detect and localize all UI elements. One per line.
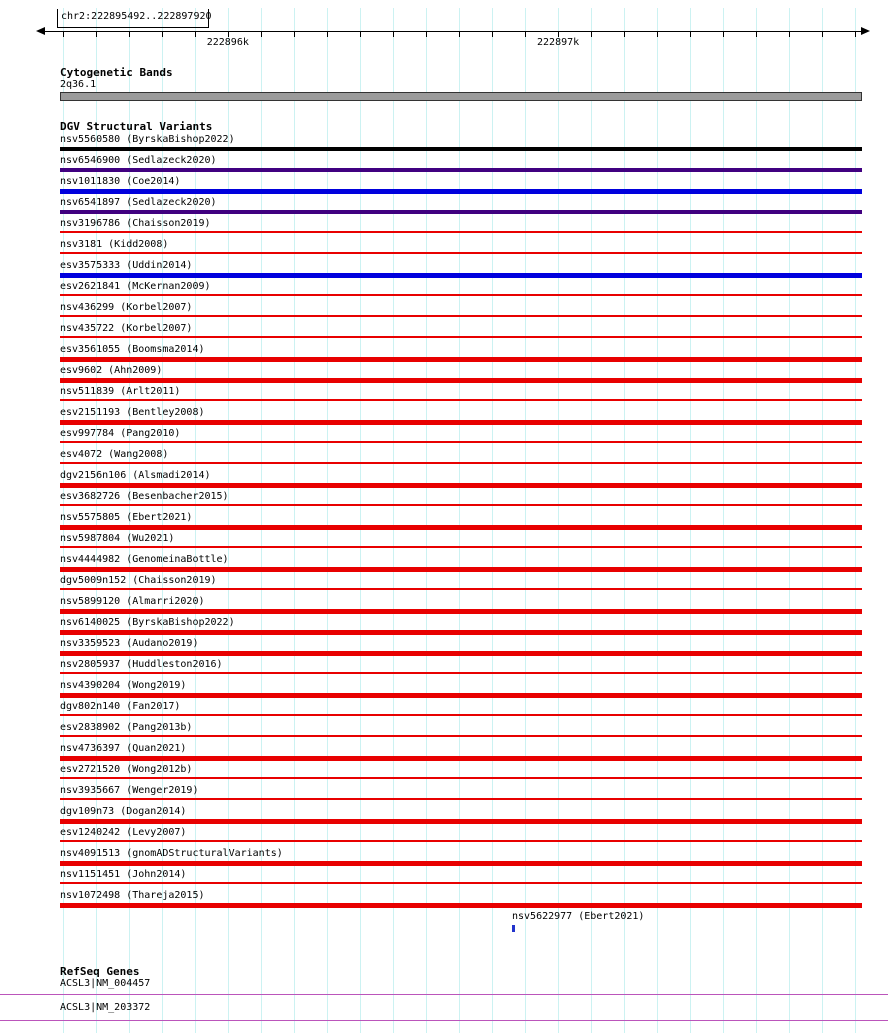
variant-track: [60, 742, 862, 763]
variant-label[interactable]: dgv2156n106 (Alsmadi2014): [60, 470, 211, 481]
variant-bar[interactable]: [60, 882, 862, 884]
variant-label[interactable]: esv2721520 (Wong2012b): [60, 764, 193, 775]
cytoband-label: 2q36.1: [60, 79, 97, 90]
variant-track: [60, 763, 862, 784]
variant-bar[interactable]: [60, 672, 862, 674]
variant-track: [60, 448, 862, 469]
variant-label[interactable]: esv997784 (Pang2010): [60, 428, 181, 439]
variant-label[interactable]: nsv1011830 (Coe2014): [60, 176, 181, 187]
variant-bar[interactable]: [60, 462, 862, 464]
variant-bar[interactable]: [60, 399, 862, 401]
variant-label[interactable]: nsv435722 (Korbel2007): [60, 323, 193, 334]
ruler-tick: [624, 31, 625, 37]
variant-label[interactable]: nsv6546900 (Sedlazeck2020): [60, 155, 217, 166]
variant-bar[interactable]: [60, 315, 862, 317]
variant-label[interactable]: esv3575333 (Uddin2014): [60, 260, 193, 271]
variant-bar[interactable]: [60, 735, 862, 737]
variant-track: [60, 868, 862, 889]
variant-track: [60, 532, 862, 553]
variant-label[interactable]: esv3561055 (Boomsma2014): [60, 344, 205, 355]
variant-bar[interactable]: [60, 609, 862, 614]
variant-track: [60, 826, 862, 847]
variant-label[interactable]: nsv4736397 (Quan2021): [60, 743, 187, 754]
variant-track: [60, 406, 862, 427]
variant-bar[interactable]: [60, 252, 862, 254]
variant-track: [60, 637, 862, 658]
variant-bar[interactable]: [60, 357, 862, 362]
ruler-right-arrow-icon[interactable]: [861, 27, 870, 35]
variant-track: [60, 133, 862, 154]
ruler-tick: [789, 31, 790, 37]
ruler-tick: [327, 31, 328, 37]
ruler-tick-label: 222896k: [206, 37, 249, 48]
variant-track: [60, 238, 862, 259]
variant-track: [60, 574, 862, 595]
variant-bar[interactable]: [60, 861, 862, 866]
ruler-left-arrow-icon[interactable]: [36, 27, 45, 35]
variant-point-track: [60, 910, 862, 932]
variant-bar[interactable]: [512, 925, 515, 932]
variant-label[interactable]: esv1240242 (Levy2007): [60, 827, 187, 838]
ruler-tick: [393, 31, 394, 37]
variant-track: [60, 721, 862, 742]
ruler-tick: [261, 31, 262, 37]
variant-track: [60, 154, 862, 175]
variant-label[interactable]: esv2838902 (Pang2013b): [60, 722, 193, 733]
variant-bar[interactable]: [60, 588, 862, 590]
variant-label[interactable]: dgv109n73 (Dogan2014): [60, 806, 187, 817]
variant-track: [60, 658, 862, 679]
ruler-tick-label: 222897k: [537, 37, 580, 48]
variant-bar[interactable]: [60, 231, 862, 233]
ruler-tick: [129, 31, 130, 37]
variant-track: [60, 805, 862, 826]
gene-line[interactable]: [0, 1020, 888, 1021]
gene-line[interactable]: [0, 994, 888, 995]
variant-label[interactable]: nsv3181 (Kidd2008): [60, 239, 169, 250]
variant-bar[interactable]: [60, 819, 862, 824]
variant-label[interactable]: dgv5009n152 (Chaisson2019): [60, 575, 217, 586]
variant-bar[interactable]: [60, 651, 862, 656]
section-title-dgv-structural-variants: DGV Structural Variants: [60, 120, 213, 133]
variant-track: [60, 511, 862, 532]
variant-bar[interactable]: [60, 189, 862, 194]
variant-track: [60, 301, 862, 322]
variant-bar[interactable]: [60, 840, 862, 842]
variant-bar[interactable]: [60, 378, 862, 383]
variant-label[interactable]: nsv6140025 (ByrskaBishop2022): [60, 617, 235, 628]
variant-label[interactable]: esv2151193 (Bentley2008): [60, 407, 205, 418]
variant-label[interactable]: esv2621841 (McKernan2009): [60, 281, 211, 292]
ruler-tick: [195, 31, 196, 37]
variant-track: [60, 343, 862, 364]
ruler-tick: [492, 31, 493, 37]
cytoband-bar[interactable]: [60, 92, 862, 101]
variant-label[interactable]: nsv4390204 (Wong2019): [60, 680, 187, 691]
variant-label[interactable]: nsv4444982 (GenomeinaBottle): [60, 554, 229, 565]
ruler-tick: [96, 31, 97, 37]
variant-track: [60, 427, 862, 448]
variant-label[interactable]: nsv1072498 (Thareja2015): [60, 890, 205, 901]
variant-tracks: [60, 133, 862, 932]
variant-label[interactable]: esv9602 (Ahn2009): [60, 365, 163, 376]
variant-label[interactable]: nsv5560580 (ByrskaBishop2022): [60, 134, 235, 145]
variant-track: [60, 364, 862, 385]
variant-track: [60, 553, 862, 574]
variant-bar[interactable]: [60, 630, 862, 635]
ruler-tick: [525, 31, 526, 37]
variant-track: [60, 217, 862, 238]
variant-bar[interactable]: [60, 420, 862, 425]
section-title-refseq-genes: RefSeq Genes: [60, 965, 140, 978]
gene-label[interactable]: ACSL3|NM_203372: [60, 1002, 151, 1013]
variant-rows: [60, 133, 862, 910]
variant-track: [60, 700, 862, 721]
variant-bar[interactable]: [60, 567, 862, 572]
variant-label[interactable]: esv3682726 (Besenbacher2015): [60, 491, 229, 502]
variant-track: [60, 490, 862, 511]
variant-label[interactable]: nsv5622977 (Ebert2021): [512, 911, 645, 922]
region-selection-box[interactable]: [57, 9, 212, 28]
variant-label[interactable]: esv4072 (Wang2008): [60, 449, 169, 460]
variant-bar[interactable]: [60, 210, 862, 214]
variant-label[interactable]: nsv3196786 (Chaisson2019): [60, 218, 211, 229]
variant-label[interactable]: nsv5899120 (Almarri2020): [60, 596, 205, 607]
variant-bar[interactable]: [60, 903, 862, 908]
variant-label[interactable]: nsv5987804 (Wu2021): [60, 533, 175, 544]
variant-label[interactable]: nsv3935667 (Wenger2019): [60, 785, 199, 796]
gene-label[interactable]: ACSL3|NM_004457: [60, 978, 151, 989]
ruler-tick: [690, 31, 691, 37]
region-label: chr2:222895492..222897920: [61, 11, 212, 22]
ruler-tick: [426, 31, 427, 37]
ruler-tick: [63, 31, 64, 37]
variant-label[interactable]: nsv2805937 (Huddleston2016): [60, 659, 223, 670]
variant-bar[interactable]: [60, 693, 862, 698]
variant-label[interactable]: nsv511839 (Arlt2011): [60, 386, 181, 397]
variant-bar[interactable]: [60, 441, 862, 443]
variant-bar[interactable]: [60, 336, 862, 338]
variant-bar[interactable]: [60, 756, 862, 761]
ruler-tick: [756, 31, 757, 37]
variant-bar[interactable]: [60, 483, 862, 488]
variant-label[interactable]: nsv1151451 (John2014): [60, 869, 187, 880]
variant-track: [60, 784, 862, 805]
ruler-tick: [822, 31, 823, 37]
variant-label[interactable]: nsv5575805 (Ebert2021): [60, 512, 193, 523]
variant-track: [60, 196, 862, 217]
variant-bar[interactable]: [60, 714, 862, 716]
variant-label[interactable]: nsv3359523 (Audano2019): [60, 638, 199, 649]
variant-track: [60, 175, 862, 196]
ruler-tick: [723, 31, 724, 37]
ruler-tick: [855, 31, 856, 37]
variant-label[interactable]: nsv4091513 (gnomADStructuralVariants): [60, 848, 283, 859]
variant-track: [60, 280, 862, 301]
variant-track: [60, 469, 862, 490]
variant-bar[interactable]: [60, 294, 862, 296]
variant-bar[interactable]: [60, 798, 862, 800]
variant-track: [60, 616, 862, 637]
variant-label[interactable]: dgv802n140 (Fan2017): [60, 701, 181, 712]
variant-bar[interactable]: [60, 273, 862, 278]
section-title-cytogenetic-bands: Cytogenetic Bands: [60, 66, 173, 79]
variant-bar[interactable]: [60, 147, 862, 151]
variant-track: [60, 847, 862, 868]
variant-label[interactable]: nsv6541897 (Sedlazeck2020): [60, 197, 217, 208]
variant-bar[interactable]: [60, 168, 862, 172]
ruler-tick: [459, 31, 460, 37]
variant-bar[interactable]: [60, 777, 862, 779]
variant-track: [60, 259, 862, 280]
ruler-tick: [657, 31, 658, 37]
variant-track: [60, 322, 862, 343]
ruler-tick: [162, 31, 163, 37]
ruler[interactable]: [44, 31, 862, 32]
variant-bar[interactable]: [60, 546, 862, 548]
variant-track: [60, 385, 862, 406]
variant-track: [60, 679, 862, 700]
variant-track: [60, 595, 862, 616]
variant-track: [60, 889, 862, 910]
ruler-tick: [591, 31, 592, 37]
variant-label[interactable]: nsv436299 (Korbel2007): [60, 302, 193, 313]
variant-bar[interactable]: [60, 504, 862, 506]
ruler-tick: [360, 31, 361, 37]
ruler-tick: [294, 31, 295, 37]
variant-bar[interactable]: [60, 525, 862, 530]
